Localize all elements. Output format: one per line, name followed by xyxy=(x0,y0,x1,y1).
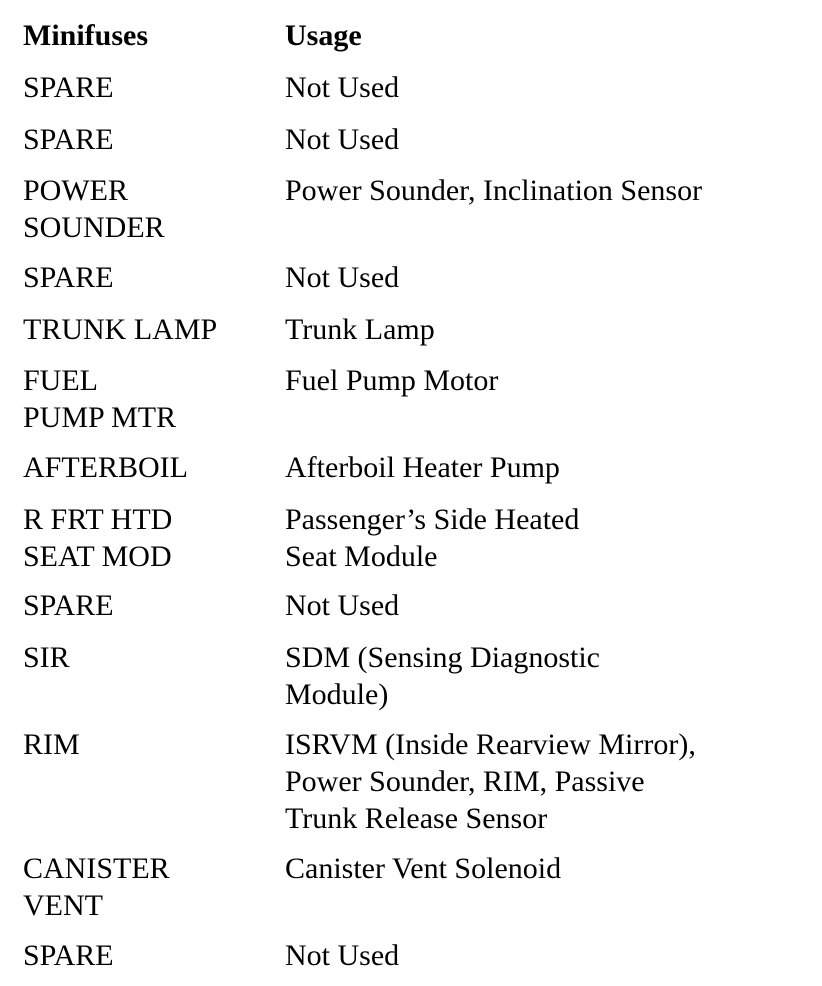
minifuse-text: FUEL xyxy=(23,364,98,397)
usage-text: ISRVM (Inside Rearview Mirror), xyxy=(285,728,696,761)
usage-cell xyxy=(285,362,805,399)
usage-cell xyxy=(285,259,805,296)
usage-text: Trunk Lamp xyxy=(285,313,435,346)
minifuse-text: AFTERBOIL xyxy=(23,451,188,484)
usage-cell xyxy=(285,172,805,209)
minifuse-cell xyxy=(23,259,273,296)
usage-cell xyxy=(285,69,805,106)
minifuse-text: SIR xyxy=(23,641,70,674)
minifuse-cell xyxy=(23,937,273,974)
usage-text: Module) xyxy=(285,678,389,711)
minifuse-cell xyxy=(23,726,273,763)
usage-cell xyxy=(285,501,805,575)
minifuse-text: VENT xyxy=(23,889,103,922)
usage-cell xyxy=(285,311,805,348)
usage-text: Fuel Pump Motor xyxy=(285,364,499,397)
minifuse-text: SPARE xyxy=(23,589,114,622)
minifuse-cell xyxy=(23,121,273,158)
usage-text: Passenger’s Side Heated xyxy=(285,503,580,536)
minifuse-text: SPARE xyxy=(23,261,114,294)
usage-text: Not Used xyxy=(285,261,400,294)
minifuse-cell xyxy=(23,311,273,348)
usage-text: Not Used xyxy=(285,589,400,622)
usage-text: Seat Module xyxy=(285,540,438,573)
usage-text: Not Used xyxy=(285,123,400,156)
minifuse-cell xyxy=(23,449,273,486)
minifuse-cell xyxy=(23,69,273,106)
usage-text: Not Used xyxy=(285,71,400,104)
usage-text: Not Used xyxy=(285,939,400,972)
minifuse-text: TRUNK LAMP xyxy=(23,313,218,346)
usage-text: Trunk Release Sensor xyxy=(285,802,548,835)
minifuse-text: RIM xyxy=(23,728,80,761)
usage-cell xyxy=(285,587,805,624)
usage-cell xyxy=(285,850,805,887)
minifuse-cell xyxy=(23,850,273,924)
minifuse-text: CANISTER xyxy=(23,852,170,885)
usage-cell xyxy=(285,726,805,837)
usage-text: Power Sounder, RIM, Passive xyxy=(285,765,645,798)
minifuse-cell xyxy=(23,172,273,246)
minifuse-cell xyxy=(23,501,273,575)
minifuse-text: POWER xyxy=(23,174,128,207)
minifuse-cell xyxy=(23,362,273,436)
minifuse-text: SPARE xyxy=(23,123,114,156)
minifuse-text: SPARE xyxy=(23,939,114,972)
minifuse-text: SPARE xyxy=(23,71,114,104)
usage-text: Afterboil Heater Pump xyxy=(285,451,560,484)
minifuse-cell xyxy=(23,587,273,624)
usage-cell xyxy=(285,937,805,974)
minifuse-text: R FRT HTD xyxy=(23,503,173,536)
minifuse-text: PUMP MTR xyxy=(23,401,177,434)
usage-text: SDM (Sensing Diagnostic xyxy=(285,641,600,674)
header-usage: Usage xyxy=(285,19,362,52)
usage-text: Canister Vent Solenoid xyxy=(285,852,562,885)
header-minifuses: Minifuses xyxy=(23,19,149,52)
usage-cell xyxy=(285,639,805,713)
usage-cell xyxy=(285,449,805,486)
minifuse-text: SEAT MOD xyxy=(23,540,172,573)
usage-text: Power Sounder, Inclination Sensor xyxy=(285,174,703,207)
usage-cell xyxy=(285,121,805,158)
minifuse-cell xyxy=(23,639,273,676)
minifuse-text: SOUNDER xyxy=(23,211,165,244)
